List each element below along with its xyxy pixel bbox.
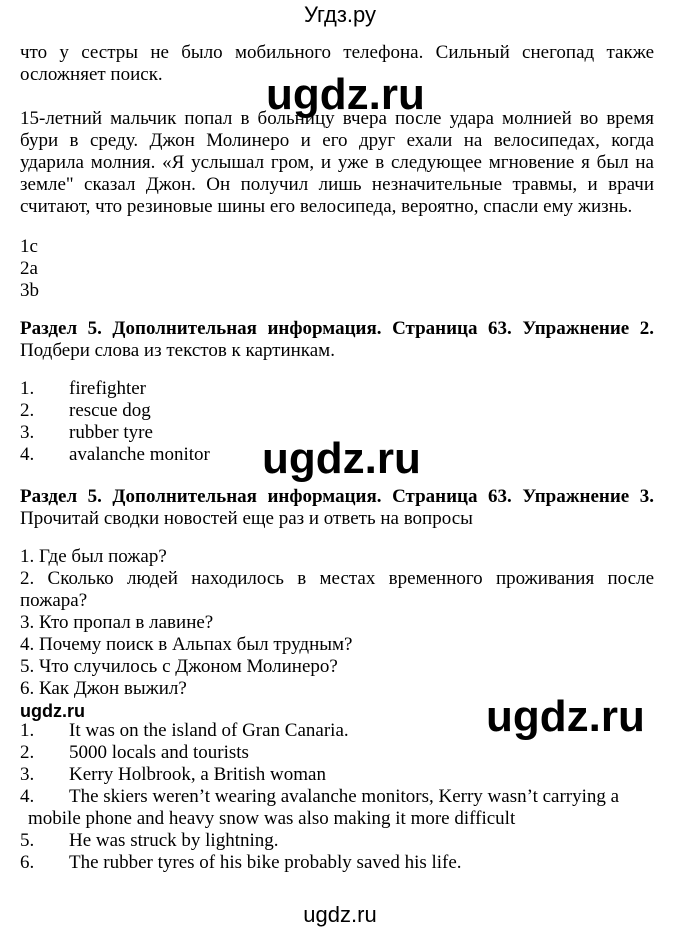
list-item: avalanche monitor bbox=[69, 444, 210, 465]
watermark: ugdz.ru bbox=[486, 692, 645, 741]
list-number: 3. bbox=[20, 764, 35, 785]
section-heading: Раздел 5. Дополнительная информация. Страница 63. Упражнение 3. bbox=[20, 486, 654, 507]
answer-item: Kerry Holbrook, a British woman bbox=[69, 764, 326, 785]
question-line: 4. Почему поиск в Альпах был трудным? bbox=[20, 634, 353, 655]
answer-item: He was struck by lightning. bbox=[69, 830, 279, 851]
section-task: Подбери слова из текстов к картинкам. bbox=[20, 340, 335, 361]
question-line: 2. Сколько людей находилось в местах временного проживания после bbox=[20, 568, 654, 589]
list-number: 3. bbox=[20, 422, 35, 443]
list-number: 2. bbox=[20, 742, 35, 763]
section-heading: Раздел 5. Дополнительная информация. Страница 63. Упражнение 2. bbox=[20, 318, 654, 339]
story-line: ударила молния. «Я услышал гром, и уже в следующее мгновение я был на bbox=[20, 152, 654, 173]
list-number: 6. bbox=[20, 852, 35, 873]
text-line: осложняет поиск. bbox=[20, 64, 163, 85]
question-line: 3. Кто пропал в лавине? bbox=[20, 612, 214, 633]
answer-continuation: mobile phone and heavy snow was also making it more difficult bbox=[28, 808, 516, 829]
list-item: firefighter bbox=[69, 378, 147, 399]
page-header-title: Угдз.ру bbox=[303, 2, 377, 27]
answer-item: The rubber tyres of his bike probably saved his life. bbox=[69, 852, 462, 873]
list-number: 2. bbox=[20, 400, 35, 421]
answer-item: The skiers weren’t wearing avalanche monitors, Kerry wasn’t carrying a bbox=[69, 786, 620, 807]
story-line: бури в среду. Джон Молинеро и его друг ехали на велосипедах, когда bbox=[20, 130, 654, 151]
answer-item: 3b bbox=[20, 280, 39, 301]
section-task: Прочитай сводки новостей еще раз и ответь на вопросы bbox=[20, 508, 473, 529]
list-number: 4. bbox=[20, 786, 35, 807]
answer-item: 1c bbox=[20, 236, 38, 257]
list-item: rescue dog bbox=[69, 400, 151, 421]
list-number: 1. bbox=[20, 378, 35, 399]
answer-item: 5000 locals and tourists bbox=[69, 742, 249, 763]
story-line: считают, что резиновые шины его велосипеда, вероятно, спасли ему жизнь. bbox=[20, 196, 633, 217]
list-item: rubber tyre bbox=[69, 422, 153, 443]
footer-watermark: ugdz.ru bbox=[303, 902, 377, 927]
list-number: 5. bbox=[20, 830, 35, 851]
watermark: ugdz.ru bbox=[262, 434, 421, 483]
story-line: земле" сказал Джон. Он получил лишь незначительные травмы, и врачи bbox=[20, 174, 654, 195]
list-number: 4. bbox=[20, 444, 35, 465]
story-line: 15-летний мальчик попал в больницу вчера после удара молнией во время bbox=[20, 108, 654, 129]
answer-item: 2a bbox=[20, 258, 38, 279]
question-line: 6. Как Джон выжил? bbox=[20, 678, 187, 699]
watermark: ugdz.ru bbox=[20, 701, 85, 721]
list-number: 1. bbox=[20, 720, 35, 741]
answer-item: It was on the island of Gran Canaria. bbox=[69, 720, 349, 741]
text-line: что у сестры не было мобильного телефона. Сильный снегопад также bbox=[20, 42, 654, 63]
question-line: 1. Где был пожар? bbox=[20, 546, 167, 567]
question-line: 5. Что случилось с Джоном Молинеро? bbox=[20, 656, 338, 677]
question-line: пожара? bbox=[20, 590, 88, 611]
watermark: ugdz.ru bbox=[266, 70, 425, 119]
